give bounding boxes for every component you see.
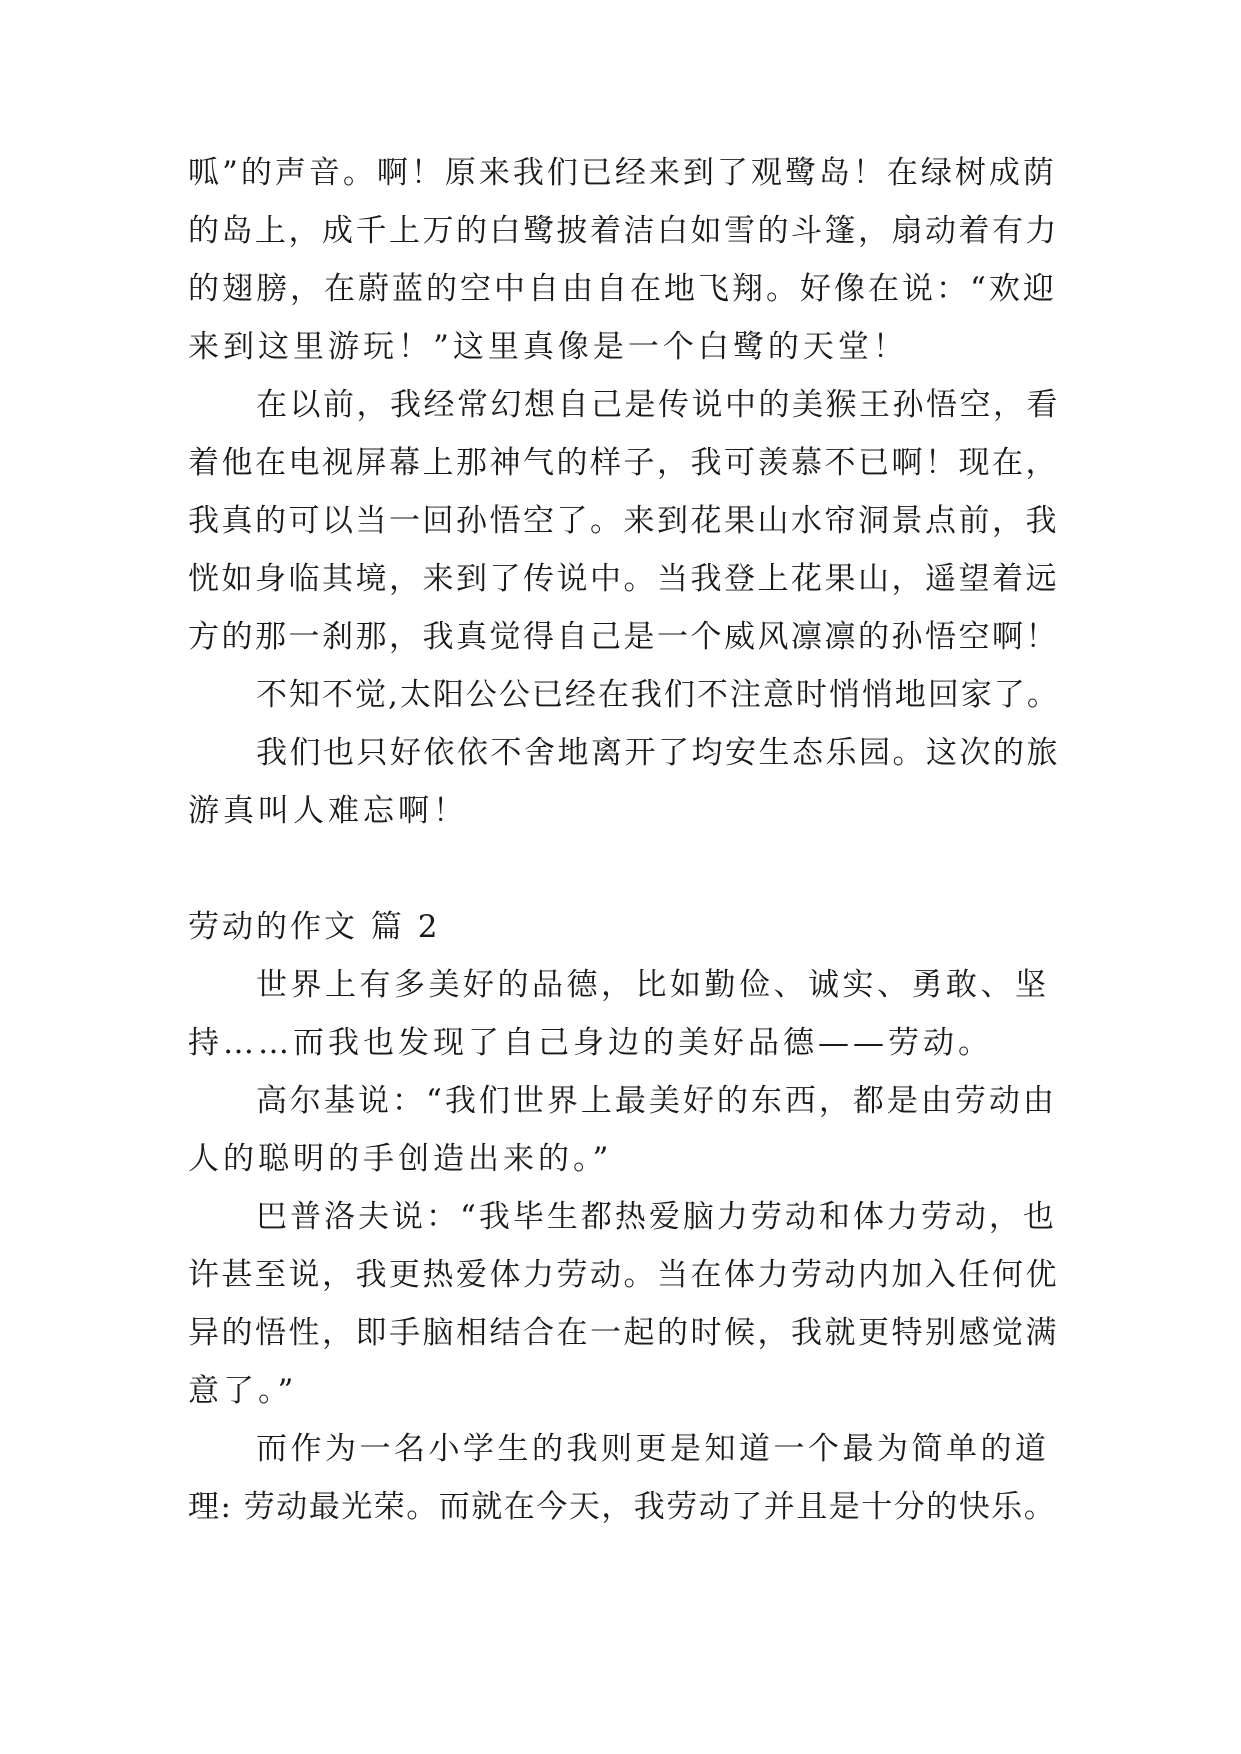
paragraph-start-line: 在以前，我经常幻想自己是传说中的美猴王孙悟空，看 [256,387,1060,423]
text-line: 许甚至说，我更热爱体力劳动。当在体力劳动内加入任何优 [188,1257,1059,1293]
text-line: 游真叫人难忘啊！ [188,793,468,829]
text-line: 持……而我也发现了自己身边的美好品德——劳动。 [188,1025,993,1061]
text-line: 人的聪明的手创造出来的。” [188,1141,613,1177]
text-line: 恍如身临其境，来到了传说中。当我登上花果山，遥望着远 [188,561,1059,597]
text-line: 异的悟性，即手脑相结合在一起的时候，我就更特别感觉满 [188,1315,1059,1351]
text-line: 呱”的声音。啊！原来我们已经来到了观鹭岛！在绿树成荫 [188,155,1057,191]
paragraph-start-line: 世界上有多美好的品德，比如勤俭、诚实、勇敢、坚 [256,967,1050,1003]
paragraph-start-line: 不知不觉,太阳公公已经在我们不注意时悄悄地回家了。 [256,677,1060,713]
paragraph-start-line: 而作为一名小学生的我则更是知道一个最为简单的道 [256,1431,1050,1467]
text-line: 的翅膀，在蔚蓝的空中自由自在地飞翔。好像在说：“欢迎 [188,271,1057,307]
text-line: 意了。” [188,1373,298,1409]
text-line: 方的那一刹那，我真觉得自己是一个威风凛凛的孙悟空啊！ [188,619,1059,655]
section-heading: 劳动的作文 篇 2 [188,909,441,945]
text-line: 理: 劳动最光荣。而就在今天，我劳动了并且是十分的快乐。 [188,1489,1057,1525]
paragraph-start-line: 我们也只好依依不舍地离开了均安生态乐园。这次的旅 [256,735,1060,771]
paragraph-start-line: 高尔基说：“我们世界上最美好的东西，都是由劳动由 [256,1083,1057,1119]
text-line: 我真的可以当一回孙悟空了。来到花果山水帘洞景点前，我 [188,503,1059,539]
text-line: 的岛上，成千上万的白鹭披着洁白如雪的斗篷，扇动着有力 [188,213,1059,249]
paragraph-start-line: 巴普洛夫说：“我毕生都热爱脑力劳动和体力劳动，也 [256,1199,1057,1235]
text-line: 来到这里游玩！”这里真像是一个白鹭的天堂！ [188,329,908,365]
text-line: 着他在电视屏幕上那神气的样子，我可羡慕不已啊！现在， [188,445,1059,481]
